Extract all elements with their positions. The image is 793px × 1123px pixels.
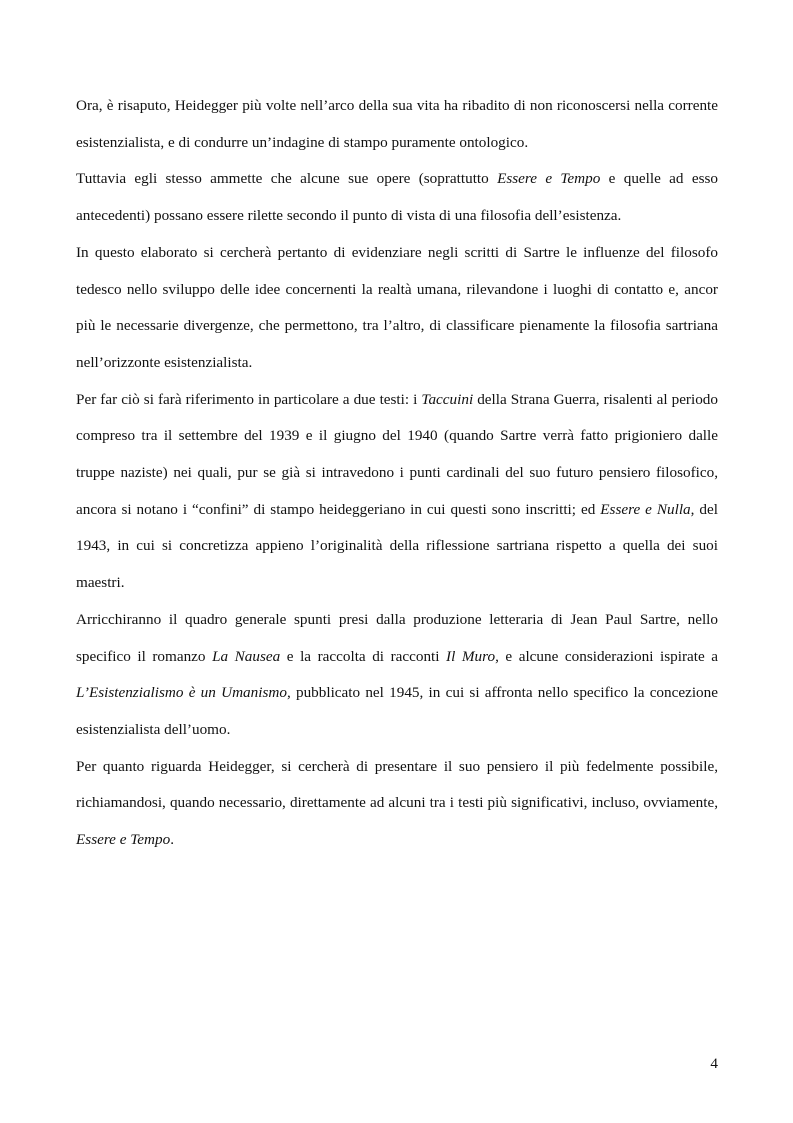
text-segment: Arricchiranno il quadro generale spunti presi dalla produzione letteraria di Jean Paul Sartre, nello specifico il romanzo [76,610,718,665]
paragraph [76,382,718,602]
paragraph [76,749,718,859]
text-segment: In questo elaborato si cercherà pertanto di evidenziare negli scritti di Sartre le influenze del filosofo tedesco nello sviluppo delle idee concernenti la realtà umana, rilevandone i luoghi di contatto e, ancor più le necessarie divergenze, che permettono, tra l’altro, di classificare pienamente la filosofia sartriana nell’orizzonte esistenzialista. [76,243,718,371]
text-segment: , e alcune considerazioni ispirate a [495,647,719,665]
text-segment: Per quanto riguarda Heidegger, si cercherà di presentare il suo pensiero il più fedelmente possibile, richiamandosi, quando necessario, direttamente ad alcuni tra i testi più significativi, incluso, ovviamente, [76,757,718,812]
italic-title: Essere e Nulla [600,500,691,518]
text-segment: e la raccolta di racconti [280,647,447,665]
text-segment: , del 1943, in cui si concretizza appieno l’originalità della riflessione sartriana rispetto a quella dei suoi maestri. [76,500,718,592]
paragraph [76,235,718,382]
italic-title: Essere e Tempo [76,831,171,849]
text-segment: Tuttavia egli stesso ammette che alcune sue opere (soprattutto [76,170,498,188]
text-segment: e quelle ad esso antecedenti) possano essere rilette secondo il punto di vista di una filosofia dell’esistenza. [76,170,718,225]
italic-title: L’Esistenzialismo è un Umanismo [76,684,287,702]
italic-title: Taccuini [421,390,474,408]
text-segment: Per far ciò si farà riferimento in particolare a due testi: i [76,390,422,408]
text-segment: Ora, è risaputo, Heidegger più volte nell’arco della sua vita ha ribadito di non riconoscersi nella corrente esistenzialista, e di condurre un’indagine di stampo puramente ontologico. [76,97,718,151]
italic-title: Essere e Tempo [497,170,601,188]
body-text [76,88,718,859]
text-segment: della Strana Guerra, risalenti al periodo compreso tra il settembre del 1939 e il giugno del 1940 (quando Sartre verrà fatto prigioniero dalle truppe naziste) nei quali, pur se già si intravedono i punti cardinali del suo futuro pensiero filosofico, ancora si notano i “confini” di stampo heideggeriano in cui questi sono inscritti; ed [76,390,718,518]
page-number: 4 [710,1055,718,1072]
text-segment: . [170,831,175,849]
paragraph [76,602,718,749]
paragraph [76,161,718,234]
italic-title: La Nausea [212,647,281,665]
paragraph [76,88,718,161]
italic-title: Il Muro [446,647,496,665]
text-segment: , pubblicato nel 1945, in cui si affronta nello specifico la concezione esistenzialista dell’uomo. [76,684,718,738]
